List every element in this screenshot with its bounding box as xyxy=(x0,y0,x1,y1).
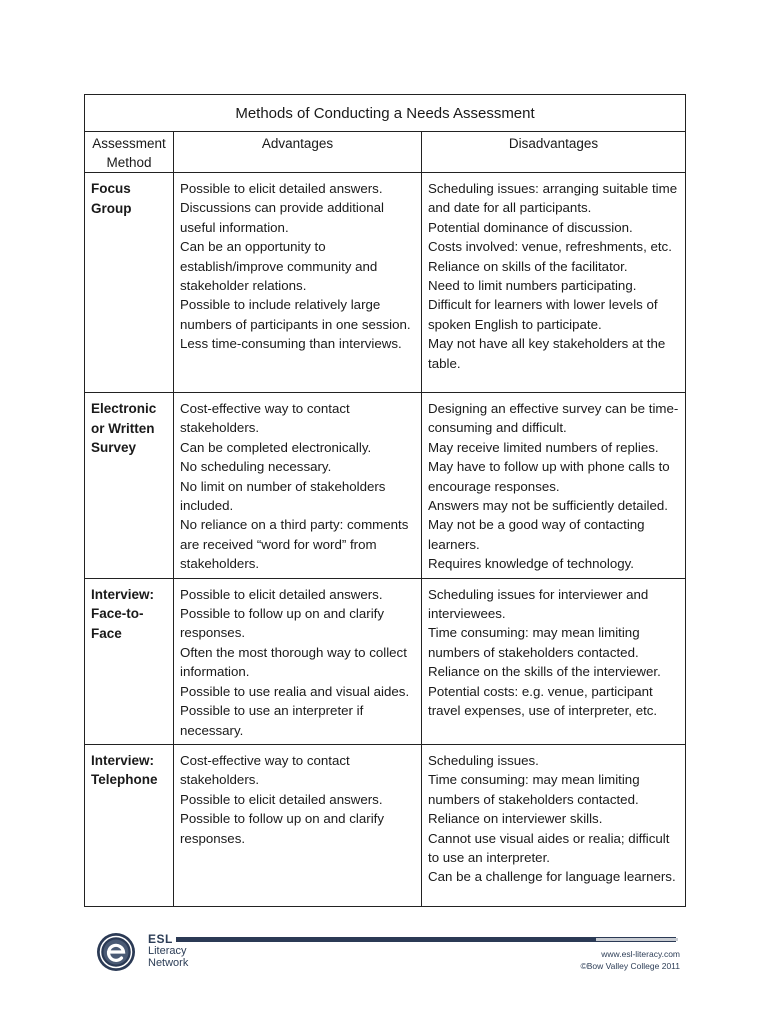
advantage-item: Possible to elicit detailed answers. xyxy=(180,586,383,602)
disadvantage-item: Time consuming: may mean limiting numbers of stakeholders contacted. xyxy=(428,772,640,807)
footer-copyright: ©Bow Valley College 2011 xyxy=(580,961,680,971)
advantage-item: Can be an opportunity to establish/improve community and stakeholder relations. xyxy=(180,239,378,294)
advantage-item: No scheduling necessary. xyxy=(180,459,332,475)
brand-line-network: Network xyxy=(148,957,189,969)
advantage-item: No reliance on a third party: comments are received “word for word” from stakeholders. xyxy=(180,517,409,572)
footer-website: www.esl-literacy.com xyxy=(601,949,680,959)
table-row xyxy=(85,173,686,393)
advantage-item: Possible to follow up on and clarify responses. xyxy=(180,811,384,846)
advantage-item: Less time-consuming than interviews. xyxy=(180,336,402,352)
table-row xyxy=(85,393,686,579)
table-row xyxy=(85,578,686,744)
disadvantage-item: Potential costs: e.g. venue, participant travel expenses, use of interpreter, etc. xyxy=(428,683,658,719)
advantage-item: Cost-effective way to contact stakeholders. xyxy=(180,752,350,788)
advantage-item: Possible to elicit detailed answers. xyxy=(180,791,383,807)
advantage-item: Possible to use an interpreter if necessary. xyxy=(180,703,364,738)
advantages-cell xyxy=(174,744,422,906)
disadvantage-item: Scheduling issues for interviewer and interviewees. xyxy=(428,586,649,622)
advantage-item: Often the most thorough way to collect information. xyxy=(180,644,407,680)
header-assessment-method: Assessment Method xyxy=(85,132,174,173)
disadvantage-item: Cannot use visual aides or realia; difficult to use an interpreter. xyxy=(428,830,670,865)
header-advantages: Advantages xyxy=(174,132,422,173)
e-circle-logo-icon xyxy=(96,932,136,972)
method-cell: Interview: Face-to-Face xyxy=(85,578,174,744)
disadvantage-item: Requires knowledge of technology. xyxy=(428,556,634,572)
disadvantage-item: Answers may not be sufficiently detailed. xyxy=(428,498,668,514)
disadvantage-item: Time consuming: may mean limiting numbers of stakeholders contacted. xyxy=(428,625,640,660)
disadvantage-item: Difficult for learners with lower levels of spoken English to participate. xyxy=(428,297,658,332)
advantage-item: Possible to elicit detailed answers. xyxy=(180,181,383,196)
advantage-item: Discussions can provide additional useful information. xyxy=(180,200,384,235)
brand-line-esl: ESL xyxy=(148,932,173,946)
disadvantage-item: Scheduling issues: arranging suitable time and date for all participants. xyxy=(428,181,678,216)
page-footer xyxy=(96,930,686,978)
disadvantages-cell xyxy=(422,393,686,579)
disadvantages-cell xyxy=(422,578,686,744)
disadvantage-item: Need to limit numbers participating. xyxy=(428,278,637,294)
table-title: Methods of Conducting a Needs Assessment xyxy=(85,95,686,132)
method-cell: Focus Group xyxy=(85,173,174,393)
disadvantage-item: May receive limited numbers of replies. xyxy=(428,439,659,455)
method-cell: Electronic or Written Survey xyxy=(85,393,174,579)
footer-credits xyxy=(580,948,680,972)
needs-assessment-table xyxy=(84,94,686,907)
disadvantage-item: May not have all key stakeholders at the table. xyxy=(428,336,666,371)
table-body xyxy=(85,173,686,907)
header-disadvantages: Disadvantages xyxy=(422,132,686,173)
advantage-item: Possible to use realia and visual aides. xyxy=(180,683,410,699)
disadvantage-item: Can be a challenge for language learners. xyxy=(428,869,676,885)
disadvantages-cell xyxy=(422,173,686,393)
advantages-cell xyxy=(174,173,422,393)
disadvantage-item: May not be a good way of contacting learners. xyxy=(428,517,645,552)
advantage-item: Possible to follow up on and clarify responses. xyxy=(180,606,384,641)
disadvantage-item: May have to follow up with phone calls to encourage responses. xyxy=(428,459,670,494)
disadvantage-item: Reliance on the skills of the interviewer. xyxy=(428,664,661,680)
table-header-row xyxy=(85,132,686,173)
advantages-cell xyxy=(174,578,422,744)
brand-line-literacy: Literacy xyxy=(148,945,187,957)
advantage-item: No limit on number of stakeholders included. xyxy=(180,478,386,514)
disadvantage-item: Scheduling issues. xyxy=(428,752,539,768)
method-cell: Interview: Telephone xyxy=(85,744,174,906)
table-title-row xyxy=(85,95,686,132)
disadvantages-cell xyxy=(422,744,686,906)
disadvantage-item: Reliance on interviewer skills. xyxy=(428,811,603,827)
advantage-item: Can be completed electronically. xyxy=(180,439,372,455)
disadvantage-item: Costs involved: venue, refreshments, etc. xyxy=(428,239,672,255)
table-row xyxy=(85,744,686,906)
disadvantage-item: Potential dominance of discussion. xyxy=(428,219,633,235)
disadvantage-item: Reliance on skills of the facilitator. xyxy=(428,258,628,274)
footer-divider-bar-end xyxy=(596,938,678,941)
advantage-item: Cost-effective way to contact stakeholders. xyxy=(180,401,350,436)
advantages-cell xyxy=(174,393,422,579)
disadvantage-item: Designing an effective survey can be time-consuming and difficult. xyxy=(428,401,679,436)
advantage-item: Possible to include relatively large numbers of participants in one session. xyxy=(180,297,411,332)
